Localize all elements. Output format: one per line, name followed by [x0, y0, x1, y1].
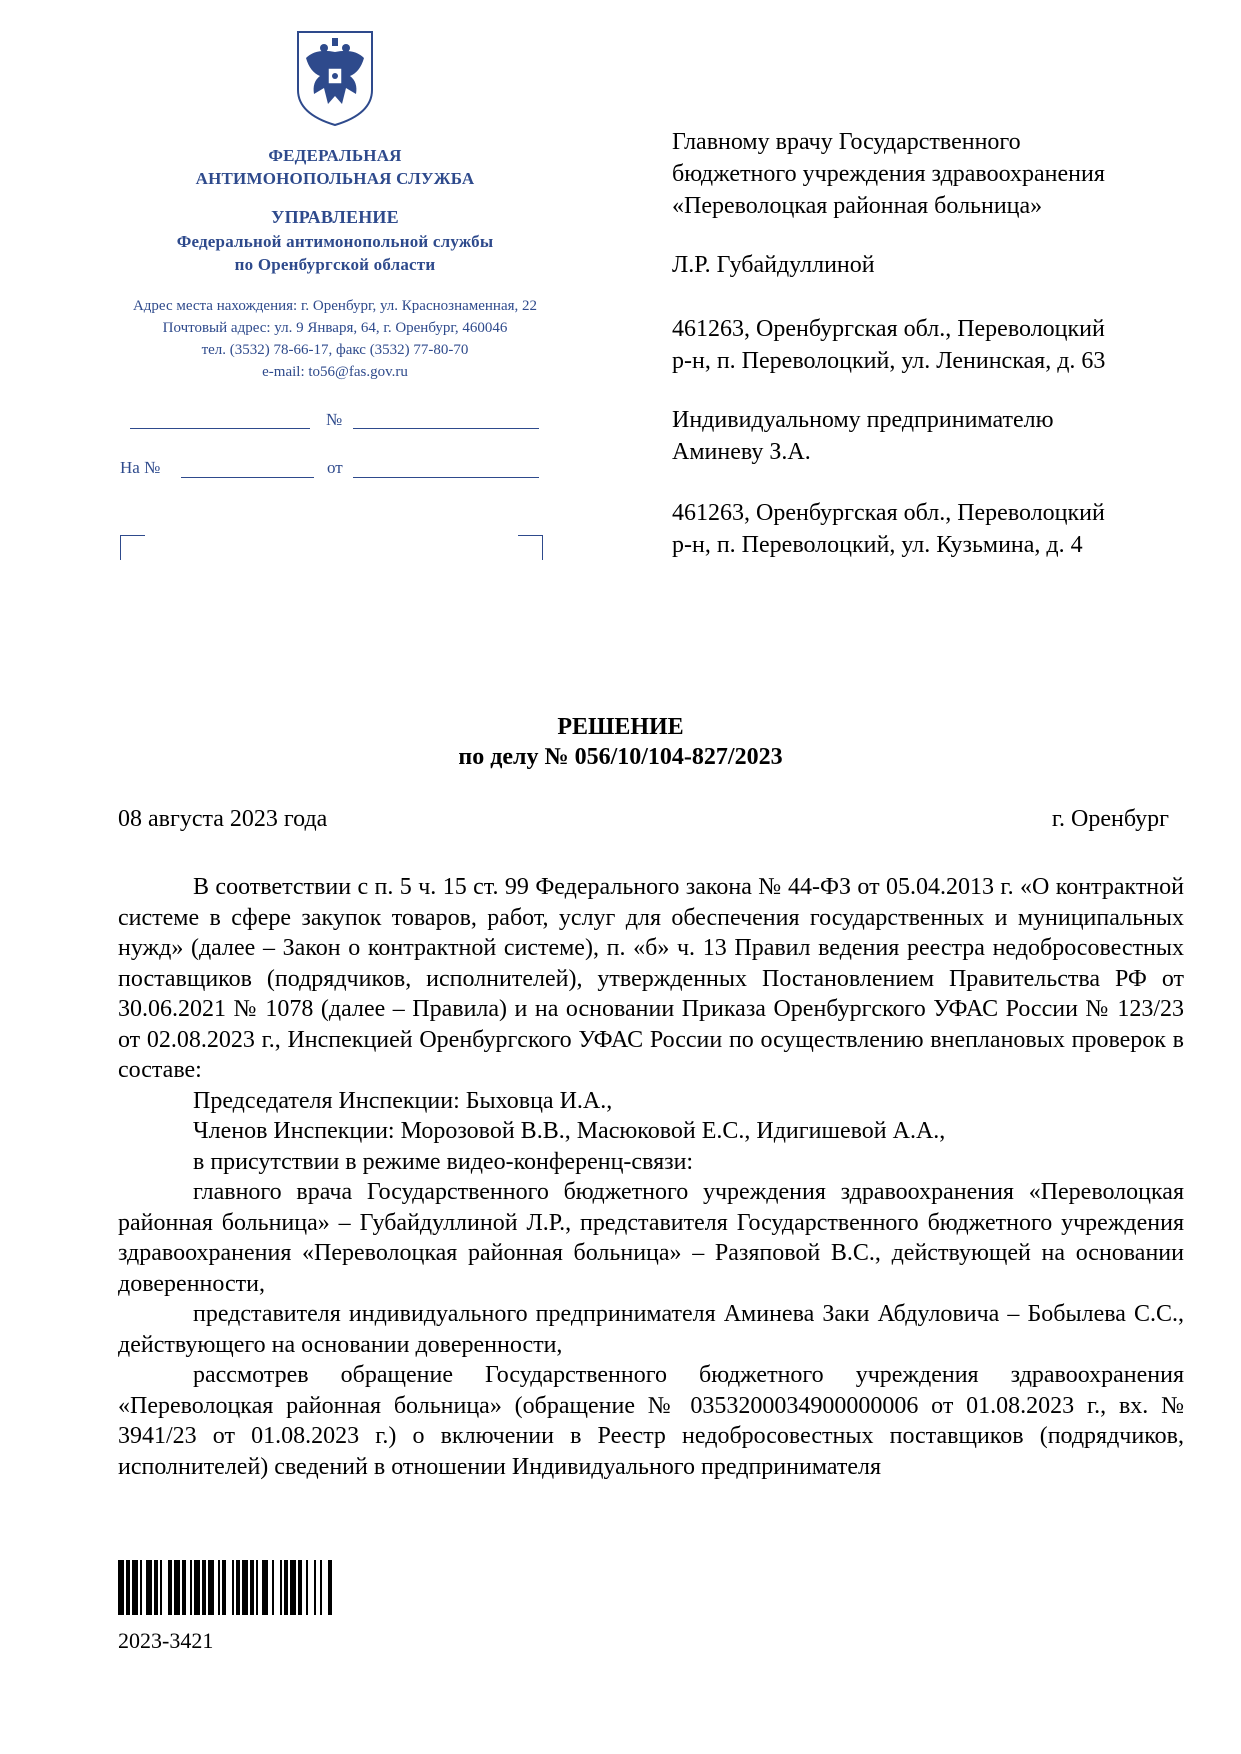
barcode-bar: [222, 1560, 226, 1615]
addressee-hospital-line2: бюджетного учреждения здравоохранения: [672, 161, 1105, 187]
barcode-bar: [256, 1560, 258, 1615]
outgoing-number-blank: [353, 428, 539, 429]
barcode-bar: [160, 1560, 162, 1615]
barcode-bar: [232, 1560, 234, 1615]
reply-number-label: На №: [120, 458, 161, 477]
phone-fax: тел. (3532) 78-66-17, факс (3532) 77-80-70: [201, 342, 469, 358]
body-paragraph-7: рассмотрев обращение Государственного бюджетного учреждения здравоохранения «Переволоцкая районная больница» (обращение № 0353200034900000006 от 01.08.2023 г., вх. № 3941/23 от 01.08.2023 г.) о включении в Реестр недобросовестных поставщиков (подрядчиков, исполнителей) сведений в отношении Индивидуального предпринимателя: [118, 1362, 1184, 1480]
barcode-bar: [208, 1560, 214, 1615]
addressee-entrepreneur-line2: Аминеву З.А.: [672, 439, 811, 465]
number-label: №: [326, 410, 343, 429]
org-name-line2: АНТИМОНОПОЛЬНАЯ СЛУЖБА: [195, 169, 475, 188]
addressee-entrepreneur-address: [672, 497, 1192, 561]
barcode-bar: [202, 1560, 206, 1615]
address-corner-left: [120, 535, 145, 560]
dept-name-line1: Федеральной антимонопольной службы: [176, 232, 494, 251]
barcode-bar: [154, 1560, 158, 1615]
body-paragraph-1: В соответствии с п. 5 ч. 15 ст. 99 Федерального закона № 44-ФЗ от 05.04.2013 г. «О контрактной системе в сфере закупок товаров, работ, услуг для обеспечения государственных и муниципальных нужд» (далее – Закон о контрактной системе), п. «б» ч. 13 Правил ведения реестра недобросовестных поставщиков (подрядчиков, исполнителей), утвержденных Постановлением Правительства РФ от 30.06.2021 № 1078 (далее – Правила) и на основании Приказа Оренбургского УФАС России № 123/23 от 02.08.2023 г., Инспекцией Оренбургского УФАС России по осуществлению внеплановых проверок в составе:: [118, 874, 1184, 1083]
addressee-hospital-address-line2: р-н, п. Переволоцкий, ул. Ленинская, д. 63: [672, 348, 1106, 374]
barcode-bar: [126, 1560, 130, 1615]
email-contact: e-mail: to56@fas.gov.ru: [262, 364, 408, 380]
org-name-line1: ФЕДЕРАЛЬНАЯ: [268, 146, 402, 165]
decision-case-number: по делу № 056/10/104-827/2023: [458, 744, 783, 770]
decision-title: РЕШЕНИЕ: [557, 714, 684, 740]
barcode-bar: [182, 1560, 186, 1615]
address-corner-right: [518, 535, 543, 560]
dept-name-line2: по Оренбургской области: [234, 255, 436, 274]
addressee-entrepreneur-line1: Индивидуальному предпринимателю: [672, 407, 1054, 433]
barcode-bar: [168, 1560, 172, 1615]
reply-from-label: от: [327, 458, 343, 477]
addressee-hospital: [672, 126, 1192, 222]
barcode-bar: [262, 1560, 268, 1615]
barcode-bar: [280, 1560, 282, 1615]
barcode-bar: [218, 1560, 220, 1615]
addressee-hospital-address: [672, 313, 1192, 377]
barcode-bar: [194, 1560, 200, 1615]
barcode-bar: [284, 1560, 288, 1615]
addressee-entrepreneur-address-line2: р-н, п. Переволоцкий, ул. Кузьмина, д. 4: [672, 532, 1083, 558]
barcode-bar: [132, 1560, 138, 1615]
addressee-entrepreneur: [672, 404, 1192, 468]
body-paragraph-3: Членов Инспекции: Морозовой В.В., Масюковой Е.С., Идигишевой А.А.,: [193, 1118, 946, 1144]
reply-date-blank: [353, 477, 539, 478]
addressee-entrepreneur-address-line1: 461263, Оренбургская обл., Переволоцкий: [672, 500, 1105, 526]
decision-body: [118, 872, 1184, 1482]
reply-number-blank: [181, 477, 314, 478]
addressee-hospital-name: Л.Р. Губайдуллиной: [672, 252, 875, 278]
barcode-bar: [250, 1560, 254, 1615]
outgoing-date-blank: [130, 428, 310, 429]
barcode-bar: [328, 1560, 332, 1615]
barcode-bar: [242, 1560, 248, 1615]
coat-of-arms-emblem: [294, 28, 376, 128]
barcode-bar: [174, 1560, 180, 1615]
document-barcode: [118, 1560, 370, 1615]
barcode-bar: [314, 1560, 316, 1615]
barcode-bar: [140, 1560, 142, 1615]
decision-city: г. Оренбург: [1051, 806, 1169, 832]
barcode-bar: [272, 1560, 274, 1615]
postal-address: Почтовый адрес: ул. 9 Января, 64, г. Оренбург, 460046: [162, 320, 508, 336]
barcode-bar: [306, 1560, 308, 1615]
dept-title: УПРАВЛЕНИЕ: [271, 207, 399, 227]
addressee-hospital-address-line1: 461263, Оренбургская обл., Переволоцкий: [672, 316, 1105, 342]
barcode-bar: [190, 1560, 192, 1615]
barcode-bar: [298, 1560, 302, 1615]
barcode-bar: [146, 1560, 152, 1615]
barcode-bar: [118, 1560, 124, 1615]
addressee-hospital-line1: Главному врачу Государственного: [672, 129, 1021, 155]
location-address: Адрес места нахождения: г. Оренбург, ул. Краснознаменная, 22: [132, 298, 538, 314]
body-paragraph-5: главного врача Государственного бюджетного учреждения здравоохранения «Переволоцкая районная больница» – Губайдуллиной Л.Р., представителя Государственного бюджетного учреждения здравоохранения «Переволоцкая районная больница» – Разяповой В.С., действующей на основании доверенности,: [118, 1179, 1184, 1297]
addressee-hospital-line3: «Переволоцкая районная больница»: [672, 193, 1043, 219]
body-paragraph-4: в присутствии в режиме видео-конференц-связи:: [193, 1148, 694, 1175]
barcode-bar: [320, 1560, 322, 1615]
barcode-bar: [290, 1560, 296, 1615]
body-paragraph-2: Председателя Инспекции: Быховца И.А.,: [193, 1087, 613, 1114]
barcode-bar: [236, 1560, 240, 1615]
decision-date: 08 августа 2023 года: [118, 806, 328, 832]
body-paragraph-6: представителя индивидуального предпринимателя Аминева Заки Абдуловича – Бобылева С.С., действующего на основании доверенности,: [118, 1301, 1184, 1358]
document-number: 2023-3421: [118, 1628, 214, 1653]
